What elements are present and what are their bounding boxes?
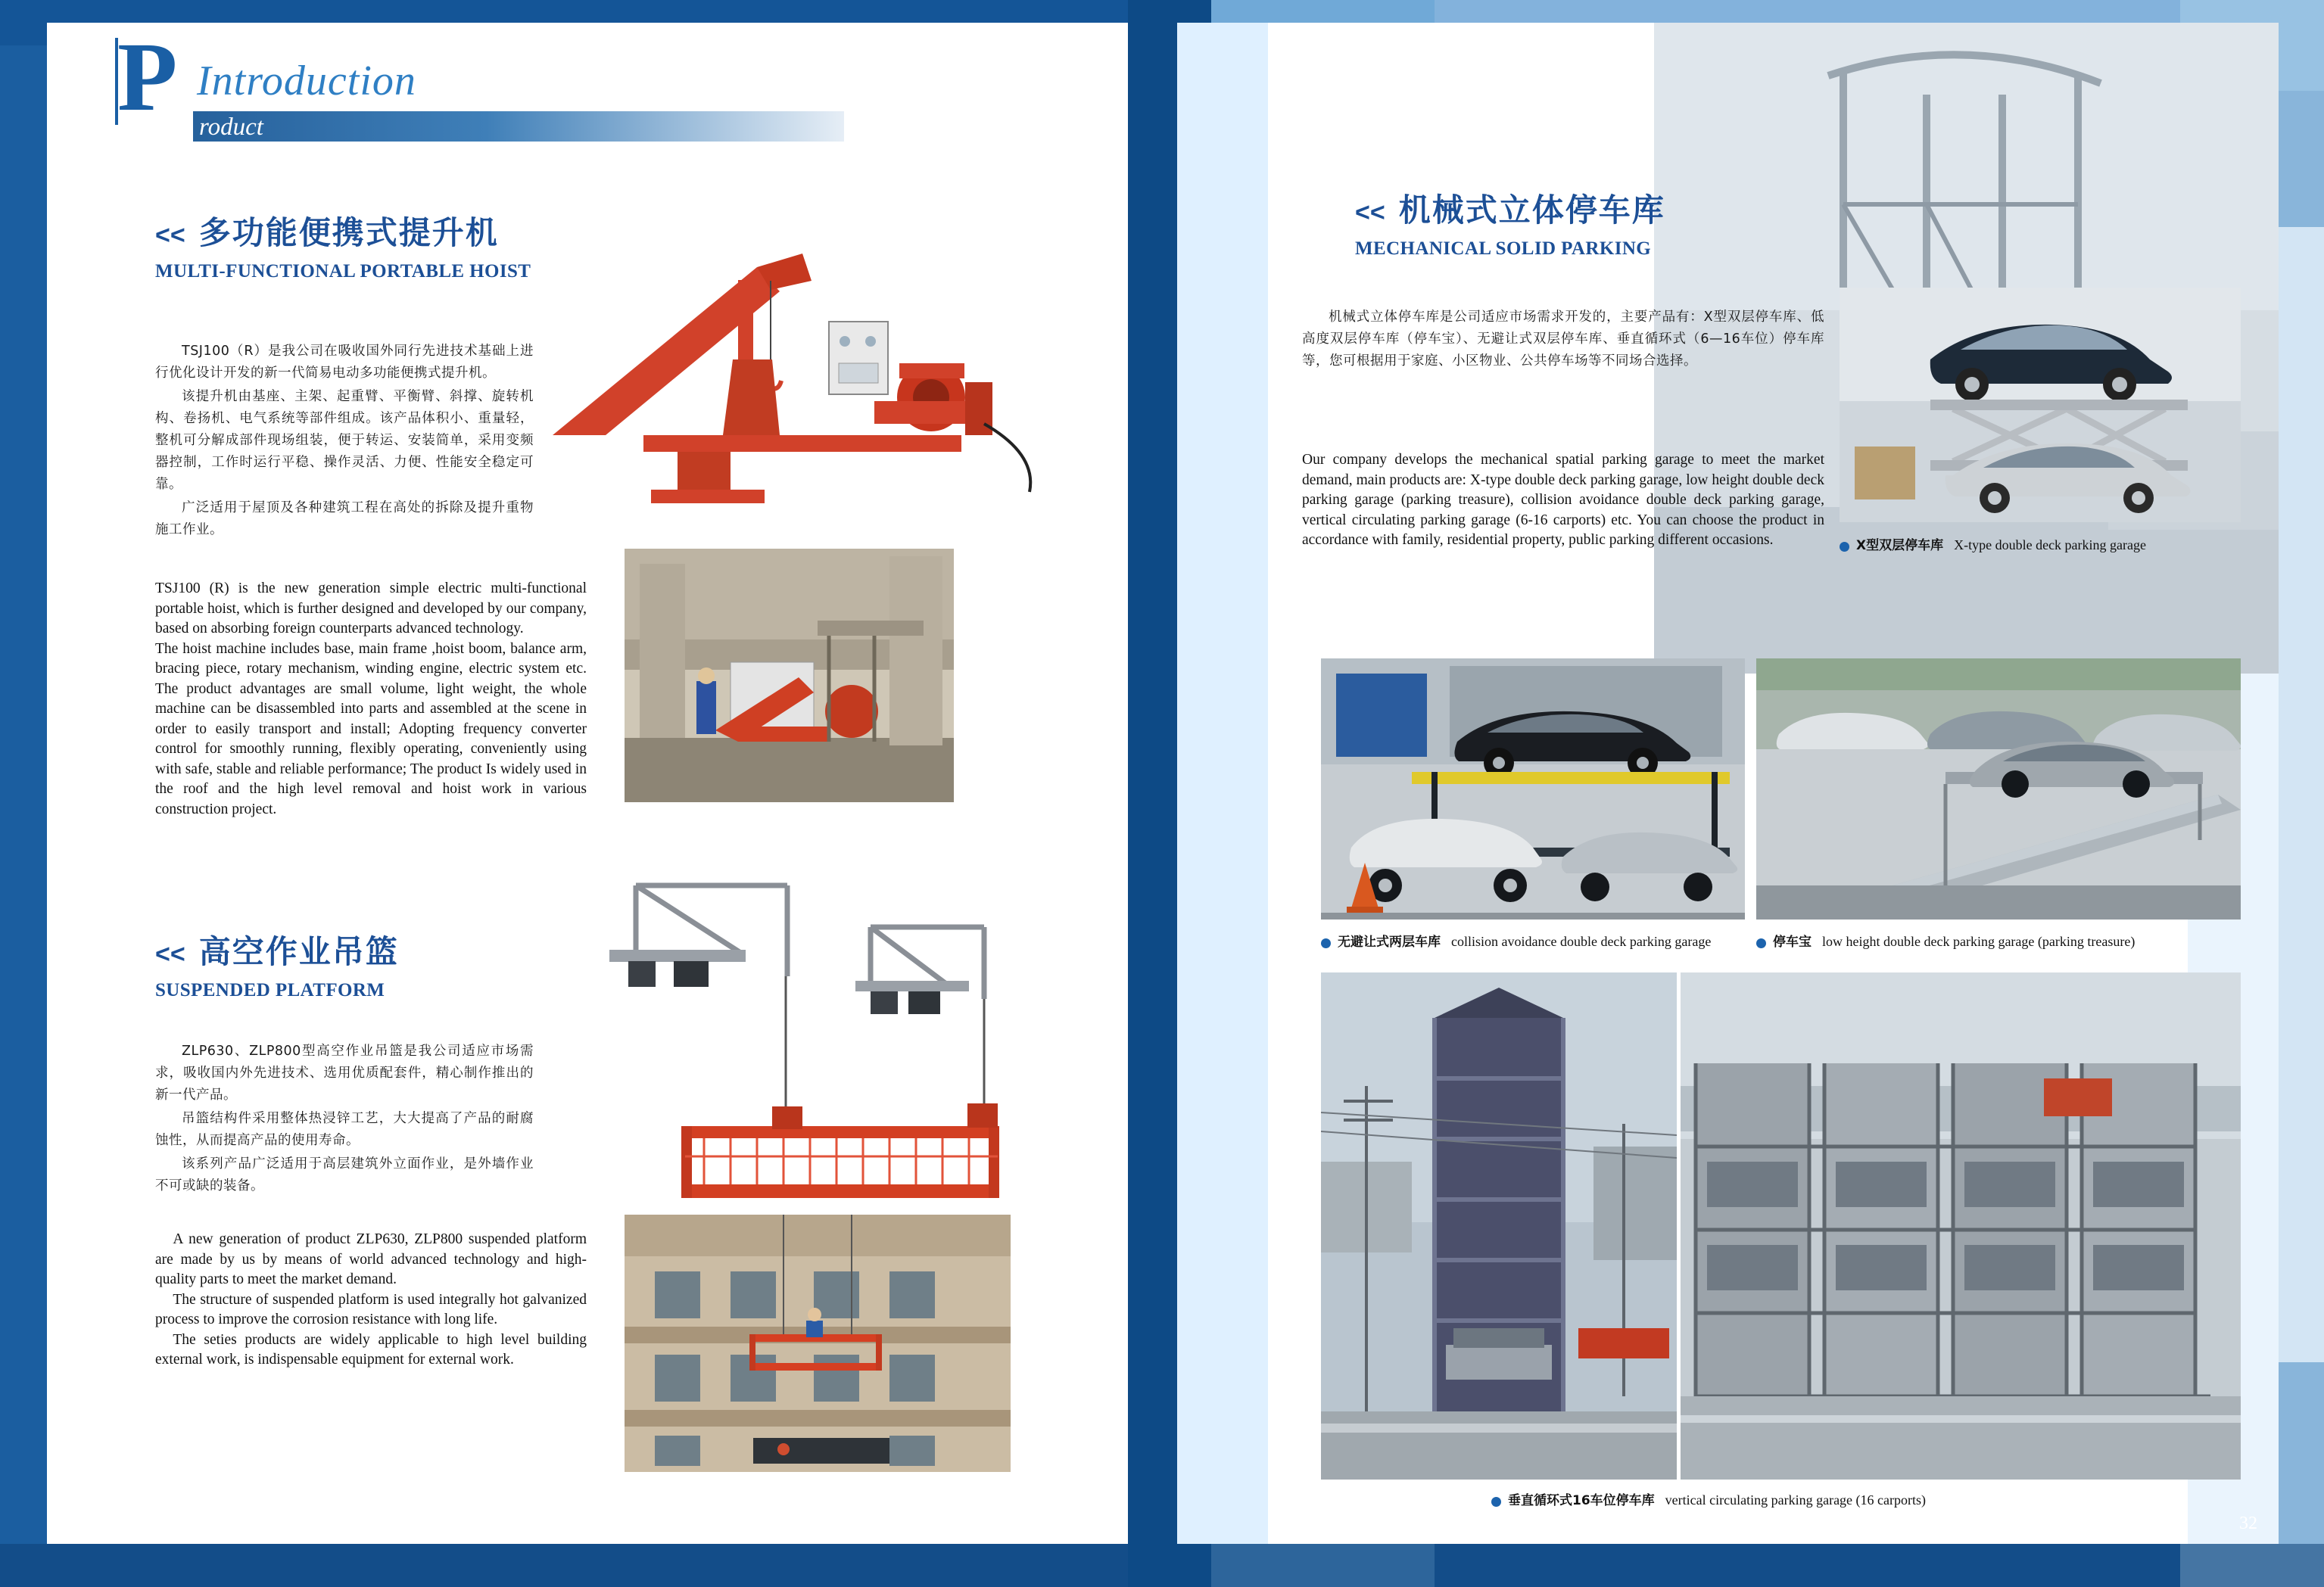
platform-en-p3: The seties products are widely applicable to high level building external work, is indispensable equipment for external work. xyxy=(155,1331,587,1368)
section-title-platform xyxy=(155,927,640,1001)
caption-vertical-en: vertical circulating parking garage (16 carports) xyxy=(1665,1492,1927,1508)
section-header xyxy=(117,23,753,141)
caption-vertical xyxy=(1491,1489,2173,1508)
photo-hoist-site xyxy=(625,549,954,802)
photo-platform-building xyxy=(625,1215,1011,1472)
hoist-illustration xyxy=(530,208,1075,526)
parking-cn-text xyxy=(1302,307,1824,372)
hoist-cn-p2: 该提升机由基座、主架、起重臂、平衡臂、斜撑、旋转机构、卷扬机、电气系统等部件组成。该产品体积小、重量轻，整机可分解成部件现场组装，便于转运、安装简单，采用变频器控制，工作时运行平稳、操作灵活、力便、性能安全稳定可靠。 xyxy=(155,389,534,492)
right-page-number: 32 xyxy=(2239,1514,2257,1533)
caption-x-type xyxy=(1840,534,2263,553)
photo-vertical-circulating-tower xyxy=(1321,972,1677,1480)
caption-x-type-en: X-type double deck parking garage xyxy=(1954,537,2147,552)
letter-p: P xyxy=(117,23,178,132)
header-product-bar xyxy=(193,111,844,142)
right-sheet-edge xyxy=(1177,23,1268,1544)
hoist-cn-p1: TSJ100（R）是我公司在吸收国外同行先进技术基础上进行优化设计开发的新一代简易电动多功能便携式提升机。 xyxy=(155,344,534,381)
hoist-cn-text xyxy=(155,341,534,541)
left-page-number: 31 xyxy=(59,1514,77,1533)
section-arrows-3: << xyxy=(1355,198,1385,227)
parking-cn-p1: 机械式立体停车库是公司适应市场需求开发的，主要产品有：X型双层停车库、低高度双层停车库（停车宝）、无避让式双层停车库、垂直循环式（6—16车位）停车库等，您可根据用于家庭、小区物业、公共停车场等不同场合选择。 xyxy=(1302,310,1824,369)
parking-title-en: MECHANICAL SOLID PARKING xyxy=(1355,238,1652,259)
hoist-en-text xyxy=(155,579,587,820)
platform-cn-p1: ZLP630、ZLP800型高空作业吊篮是我公司适应市场需求，吸收国内外先进技术、选用优质配套件，精心制作推出的新一代产品。 xyxy=(155,1044,534,1103)
caption-collision-cn: 无避让式两层车库 xyxy=(1338,935,1441,950)
parking-en-text xyxy=(1302,450,1824,551)
bullet-icon xyxy=(1321,938,1331,948)
header-introduction: Introduction xyxy=(197,58,416,104)
hoist-cn-p3: 广泛适用于屋顶及各种建筑工程在高处的拆除及提升重物施工作业。 xyxy=(155,500,534,537)
photo-x-type-parking xyxy=(1840,288,2241,522)
platform-cn-text xyxy=(155,1041,534,1197)
platform-en-p2: The structure of suspended platform is used integrally hot galvanized process to improve the corrosion resistance with long life. xyxy=(155,1291,587,1327)
platform-en-text xyxy=(155,1230,587,1371)
section-title-en-2: SUSPENDED PLATFORM xyxy=(155,980,385,1000)
caption-collision xyxy=(1321,931,1752,950)
platform-cn-p2: 吊篮结构件采用整体热浸锌工艺，大大提高了产品的耐腐蚀性，从而提高产品的使用寿命。 xyxy=(155,1111,534,1148)
photo-vertical-circulating-rows xyxy=(1681,972,2241,1480)
section-arrows: << xyxy=(155,221,185,250)
section-title-cn-2: 高空作业吊篮 xyxy=(198,933,399,970)
header-product-word: roduct xyxy=(199,114,263,141)
bullet-icon xyxy=(1491,1497,1501,1507)
section-title-parking xyxy=(1355,185,1885,260)
caption-treasure xyxy=(1756,931,2256,950)
platform-illustration xyxy=(590,840,1075,1211)
hoist-en-p2: The hoist machine includes base, main frame ,hoist boom, balance arm, bracing piece, rotary mechanism, winding engine, electric system etc. The product advantages are small volume, light weight, the whole machine can be disassembled into parts and assembled at the scene in order to easily transport and install; Adopting frequency converter control for smoothly running, flexibly operating, conveniently using with safe, stable and reliable performance; The product Is widely used in the roof and the high level removal and hoist work in various construction project. xyxy=(155,640,587,817)
parking-title-cn: 机械式立体停车库 xyxy=(1398,191,1665,229)
parking-en-p1: Our company develops the mechanical spatial parking garage to meet the market demand, main products are: X-type double deck parking garage, low height double deck parking garage (parking treasure), collision avoidance double deck parking garage, vertical circulating parking garage (6-16 carports) etc. You can choose the product in accordance with family, residential property, public parking different occasions. xyxy=(1302,452,1824,548)
bullet-icon xyxy=(1756,938,1766,948)
caption-x-type-cn: X型双层停车库 xyxy=(1856,538,1944,553)
section-arrows-2: << xyxy=(155,940,185,969)
caption-collision-en: collision avoidance double deck parking garage xyxy=(1451,934,1712,949)
section-title-en: MULTI-FUNCTIONAL PORTABLE HOIST xyxy=(155,261,531,282)
caption-treasure-cn: 停车宝 xyxy=(1773,935,1812,950)
caption-vertical-cn: 垂直循环式16车位停车库 xyxy=(1508,1493,1655,1508)
photo-collision-avoidance xyxy=(1321,658,1745,920)
hoist-en-p1: TSJ100 (R) is the new generation simple electric multi-functional portable hoist, which is further designed and developed by our company, based on absorbing foreign counterparts advanced technology. xyxy=(155,580,587,636)
caption-treasure-en: low height double deck parking garage (parking treasure) xyxy=(1822,934,2136,949)
section-title-cn: 多功能便携式提升机 xyxy=(198,214,499,251)
platform-en-p1: A new generation of product ZLP630, ZLP800 suspended platform are made by us by means of world advanced technology and high-quality parts to meet the market demand. xyxy=(155,1231,587,1287)
bullet-icon xyxy=(1840,542,1849,552)
photo-parking-treasure xyxy=(1756,658,2241,920)
platform-cn-p3: 该系列产品广泛适用于高层建筑外立面作业，是外墙作业不可或缺的装备。 xyxy=(155,1156,534,1193)
